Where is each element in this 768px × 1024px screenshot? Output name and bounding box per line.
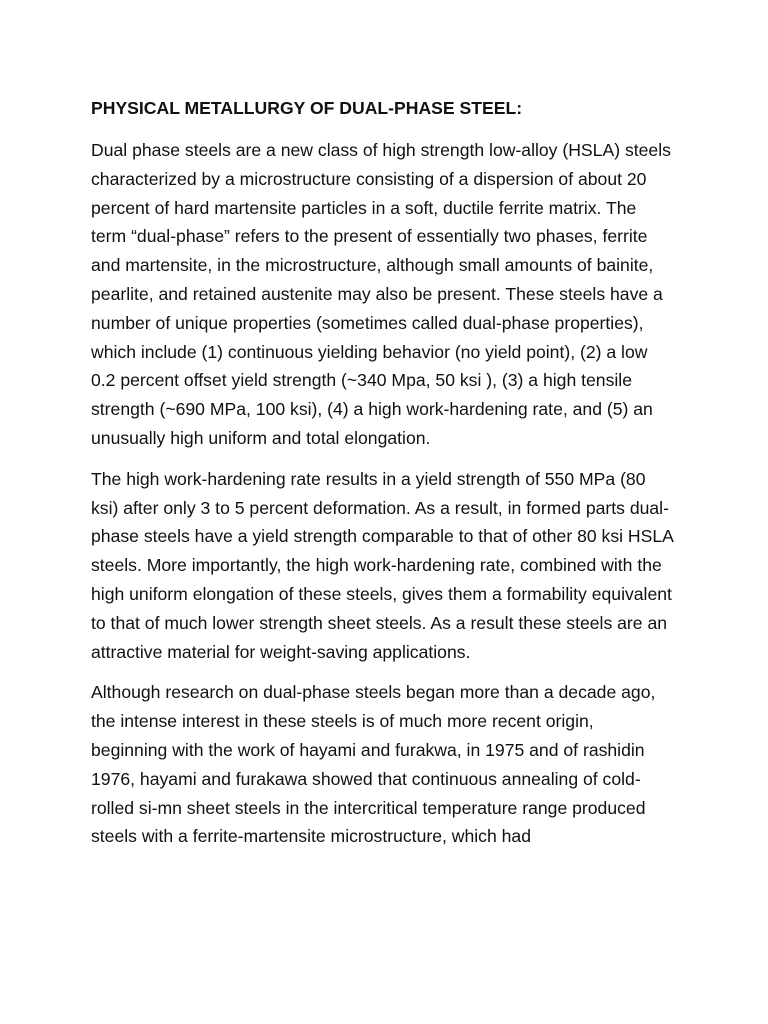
paragraph-3: Although research on dual-phase steels began more than a decade ago, the intense interest in these steels is of much more recent origin, beginning with the work of hayami and furakwa, in 1975 and of rashidin 1976, hayami and furakawa showed that continuous annealing of cold-rolled si-mn sheet steels in the intercritical temperature range produced steels with a ferrite-martensite microstructure, which had [91,682,656,847]
document-body [91,96,673,863]
paragraph-1: Dual phase steels are a new class of high strength low-alloy (HSLA) steels characterized by a microstructure consisting of a dispersion of about 20 percent of hard martensite particles in a soft, ductile ferrite matrix. The term “dual-phase” refers to the present of essentially two phases, ferrite and martensite, in the microstructure, although small amounts of bainite, pearlite, and retained austenite may also be present. These steels have a number of unique properties (sometimes called dual-phase properties), which include (1) continuous yielding behavior (no yield point), (2) a low 0.2 percent offset yield strength (~340 Mpa, 50 ksi ), (3) a high tensile strength (~690 MPa, 100 ksi), (4) a high work-hardening rate, and (5) an unusually high uniform and total elongation. [91,140,671,448]
paragraph-2: The high work-hardening rate results in a yield strength of 550 MPa (80 ksi) after only 3 to 5 percent deformation. As a result, in formed parts dual-phase steels have a yield strength comparable to that of other 80 ksi HSLA steels. More importantly, the high work-hardening rate, combined with the high uniform elongation of these steels, gives them a formability equivalent to that of much lower strength sheet steels. As a result these steels are an attractive material for weight-saving applications. [91,468,673,662]
document-heading: PHYSICAL METALLURGY OF DUAL-PHASE STEEL: [91,98,523,118]
